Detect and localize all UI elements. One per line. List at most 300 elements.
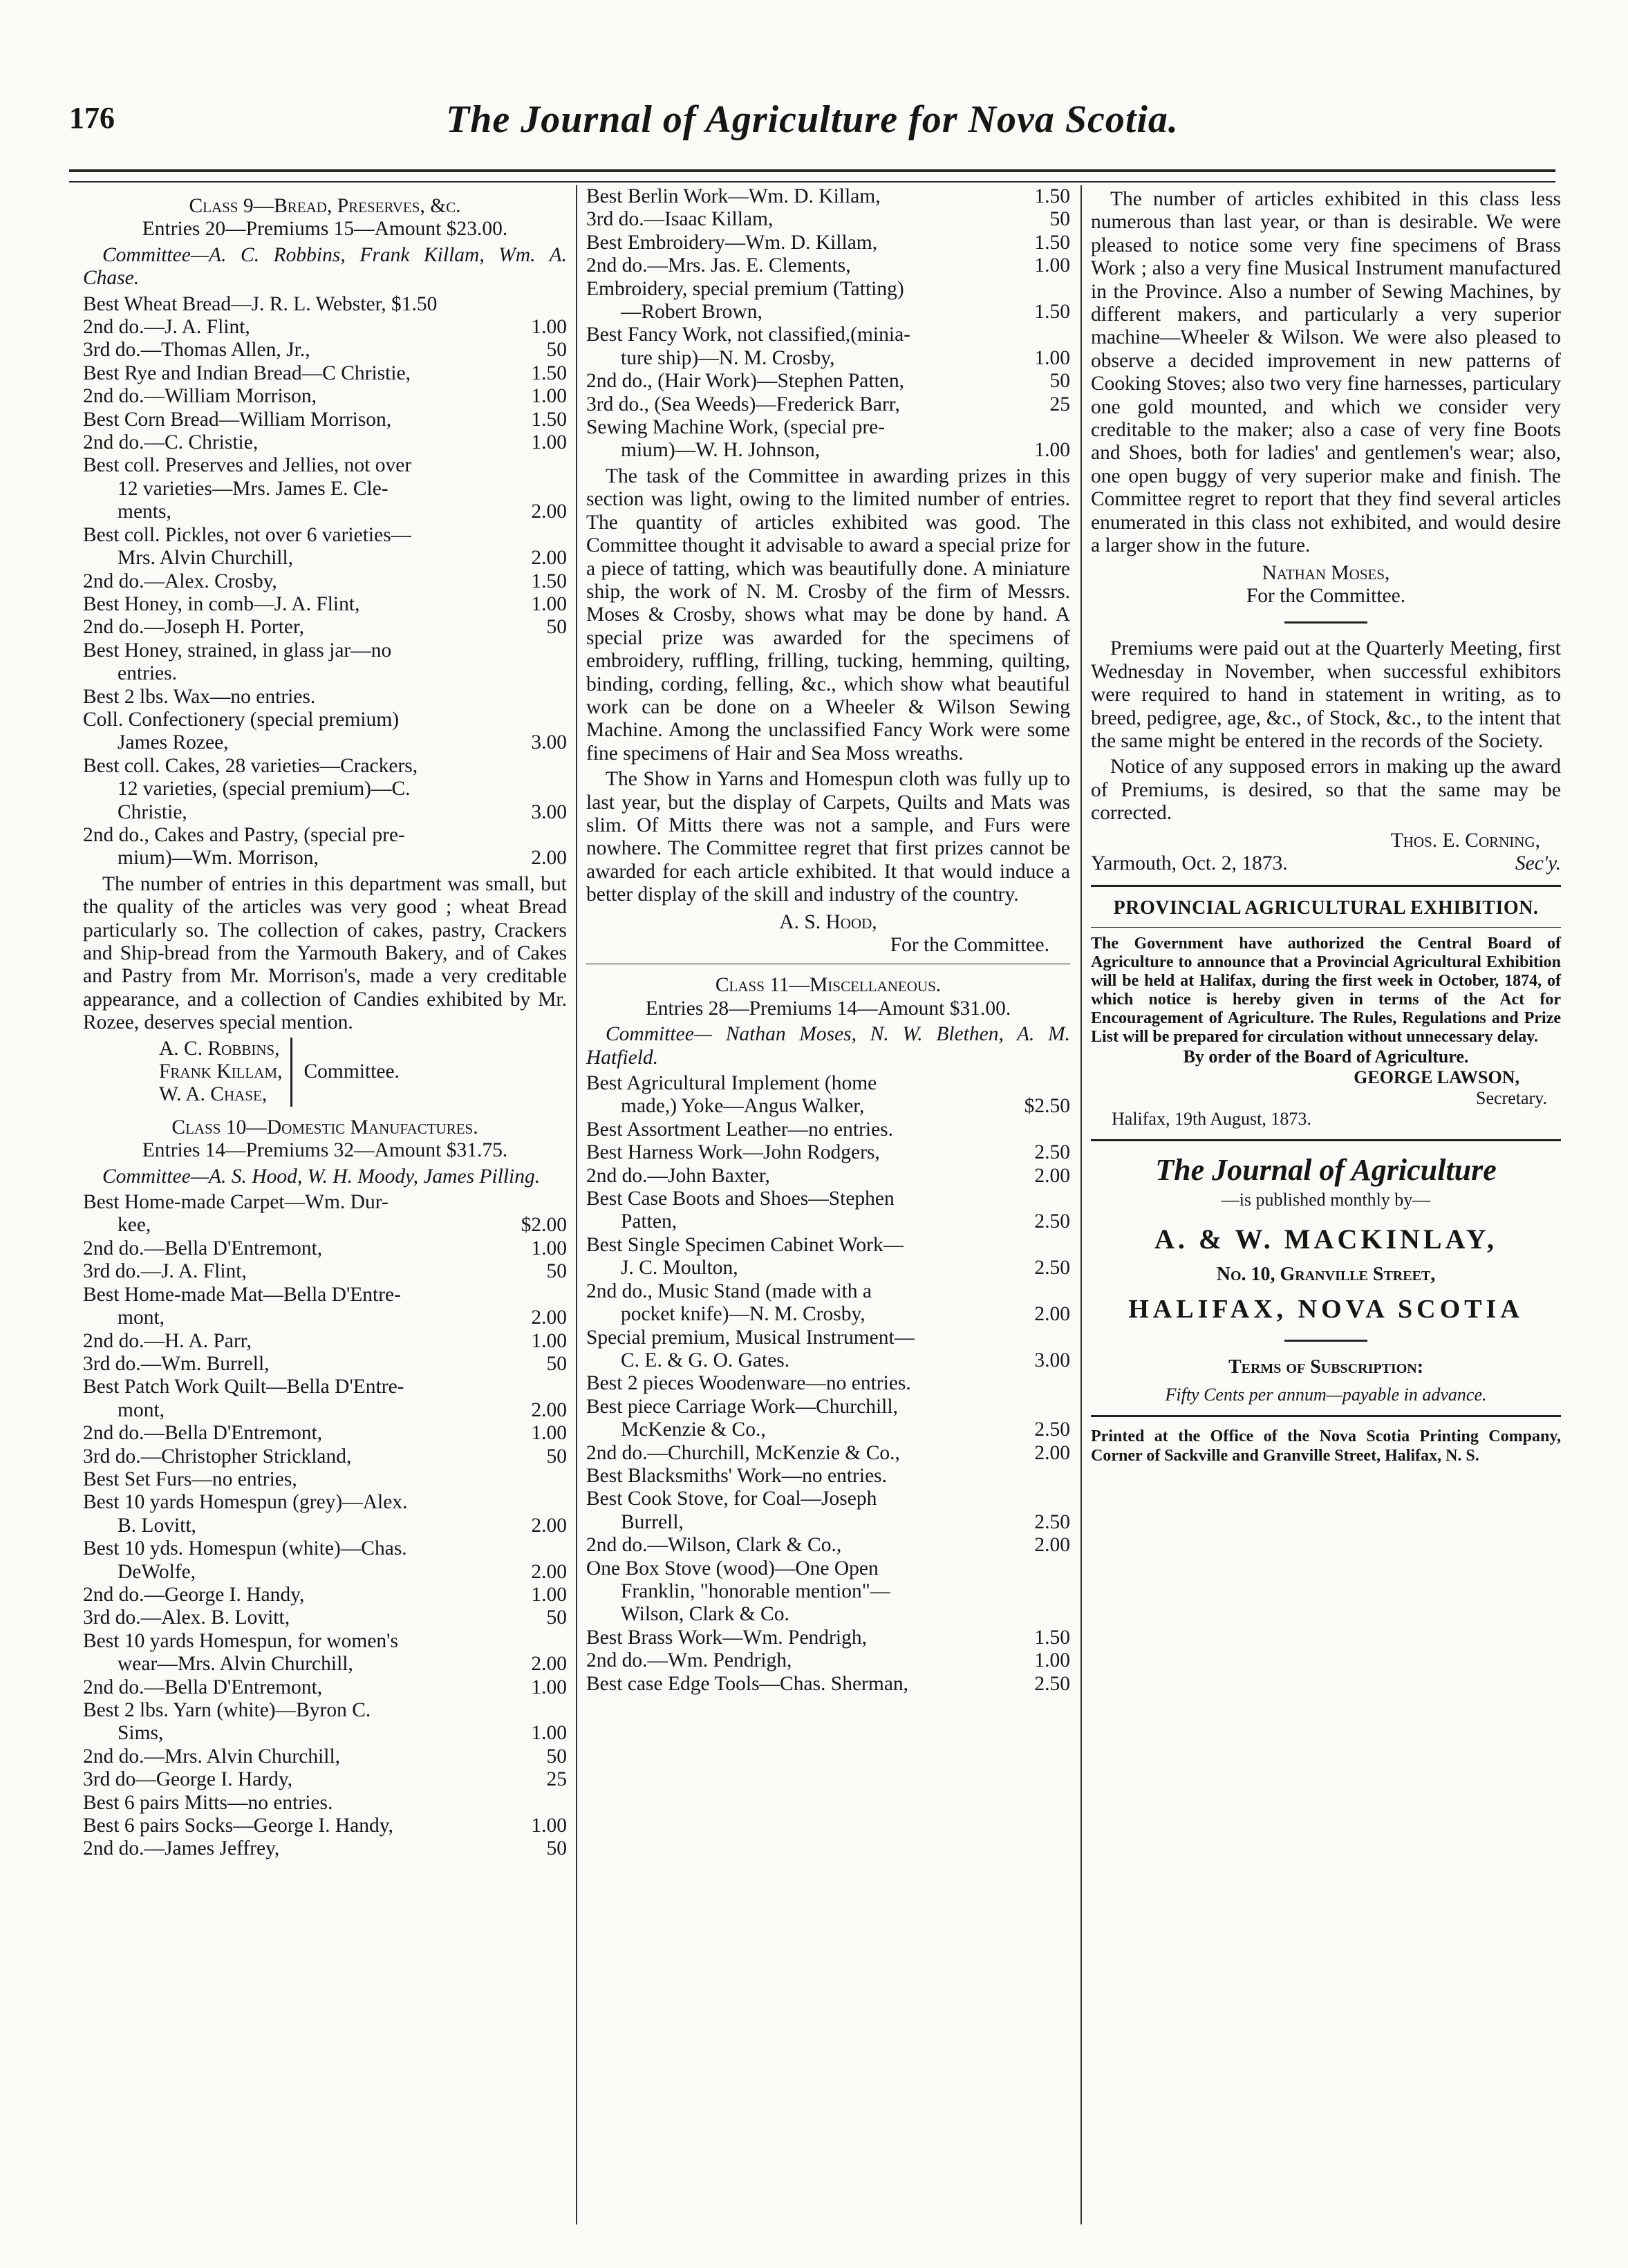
prize-text: Best 10 yds. Homespun (white)—Chas. <box>83 1537 407 1560</box>
class11-heading: Class 11—Miscellaneous. <box>715 974 942 997</box>
exhibition-order: By order of the Board of Agriculture. <box>1183 1046 1469 1067</box>
prize-text: 2nd do.—Mrs. Alvin Churchill, <box>83 1745 341 1768</box>
prize-amount: 2.00 <box>531 1560 567 1583</box>
prize-line <box>586 1534 1070 1557</box>
prize-line <box>586 439 1070 462</box>
prize-amount <box>560 1537 567 1560</box>
prize-text: 2nd do.—Joseph H. Porter, <box>83 616 305 639</box>
prize-line <box>83 293 567 316</box>
prize-amount: 2.00 <box>531 1306 567 1329</box>
prize-text: Burrell, <box>621 1510 684 1533</box>
prize-line <box>586 1210 1070 1233</box>
prize-amount <box>560 1191 567 1214</box>
prize-amount: 1.50 <box>531 408 567 431</box>
class9-committee: Committee—A. C. Robbins, Frank Killam, Wm. A. Chase. <box>83 243 567 290</box>
prize-line <box>586 1511 1070 1534</box>
prize-amount: 50 <box>546 616 567 639</box>
prize-text: 2nd do.—William Morrison, <box>83 385 317 408</box>
prize-amount <box>1063 416 1070 439</box>
prize-amount <box>560 778 567 800</box>
prize-line <box>83 1537 567 1560</box>
exhibition-signer-title: Secretary. <box>1476 1087 1547 1108</box>
prize-text: pocket knife)—N. M. Crosby, <box>621 1303 866 1326</box>
prize-text: Best Honey, strained, in glass jar—no <box>83 639 392 662</box>
class11-committee: Committee— Nathan Moses, N. W. Blethen, A. M. Hatfield. <box>586 1023 1070 1069</box>
prize-text: 2nd do.—H. A. Parr, <box>83 1329 252 1352</box>
signer-name: Frank Killam, <box>159 1060 283 1083</box>
prize-line <box>83 454 567 477</box>
prize-line <box>83 1353 567 1376</box>
prize-amount <box>1063 1280 1070 1303</box>
premiums-notice: Premiums were paid out at the Quarterly Meeting, first Wednesday in November, when successful exhibitors were required to hand in statement in writing, as to breed, pedigree, age, &c., of Stock, &c., to the intent that the same might be entered in the records of the Society. <box>1091 637 1561 752</box>
prize-line <box>586 370 1070 393</box>
class9-signature <box>159 1038 567 1107</box>
prize-amount: 1.50 <box>1034 301 1070 324</box>
prize-line <box>83 1676 567 1699</box>
prize-text: Best 2 lbs. Yarn (white)—Byron C. <box>83 1699 371 1721</box>
prize-amount: 1.00 <box>531 1329 567 1352</box>
prize-text: 2nd do.—Churchill, McKenzie & Co., <box>586 1441 900 1464</box>
prize-amount: 2.00 <box>1034 1534 1070 1557</box>
prize-text: 2nd do.—James Jeffrey, <box>83 1837 280 1860</box>
prize-text: Patten, <box>621 1210 677 1233</box>
terms-text: Fifty Cents per annum—payable in advance. <box>1165 1384 1487 1405</box>
prize-line <box>83 409 567 431</box>
prize-line <box>586 1095 1070 1118</box>
masthead: The Journal of Agriculture <box>1155 1152 1497 1187</box>
prize-line <box>83 1561 567 1584</box>
prize-amount: 2.00 <box>1034 1164 1070 1187</box>
prize-text: Best Cook Stove, for Coal—Joseph <box>586 1488 877 1510</box>
prize-line <box>83 1330 567 1353</box>
prize-line <box>83 500 567 523</box>
prize-amount: 2.00 <box>531 547 567 570</box>
prize-line <box>83 778 567 800</box>
prize-amount: 3.00 <box>531 731 567 754</box>
prize-amount <box>560 1491 567 1514</box>
prize-text: —Robert Brown, <box>621 301 762 324</box>
prize-amount: 50 <box>546 1606 567 1629</box>
prize-text: 2nd do.—Alex. Crosby, <box>83 570 277 592</box>
class10-entries: Entries 14—Premiums 32—Amount $31.75. <box>142 1139 508 1162</box>
secretary-title: Sec'y. <box>1515 852 1561 874</box>
prize-text: Best coll. Pickles, not over 6 varieties— <box>83 523 412 546</box>
prize-text: wear—Mrs. Alvin Churchill, <box>118 1653 353 1676</box>
prize-text: 2nd do.—Bella D'Entremont, <box>83 1237 323 1259</box>
prize-line <box>83 1606 567 1629</box>
prize-line <box>586 1649 1070 1672</box>
prize-text: 12 varieties—Mrs. James E. Cle- <box>118 477 389 500</box>
prize-amount <box>560 1792 567 1815</box>
prize-text: Best 6 pairs Socks—George I. Handy, <box>83 1815 393 1837</box>
prize-line <box>586 1257 1070 1280</box>
prize-text: Best Rye and Indian Bread—C Christie, <box>83 362 411 384</box>
prize-text: 3rd do.—Alex. B. Lovitt, <box>83 1606 290 1629</box>
prize-line <box>586 324 1070 346</box>
prize-amount: 1.00 <box>531 1676 567 1698</box>
prize-amount <box>1063 1557 1070 1580</box>
prize-amount <box>560 478 567 500</box>
publisher-name: A. & W. MACKINLAY, <box>1154 1223 1497 1255</box>
prize-text: 3rd do.—Isaac Killam, <box>586 208 774 231</box>
prize-line <box>83 1584 567 1606</box>
class11-report: The number of articles exhibited in this class less numerous than last year, or than is desirable. We were pleased to notice some very fine specimens of Brass Work ; also a very fine Musical Instrument manufactured in the Province. Also a number of Sewing Machines, by different makers, and particularly a very superior machine—Wheeler & Wilson. We were also pleased to observe a decided improvement in new patterns of Cooking Stoves; also two very fine harnesses, particulary one gold mounted, and which we consider very creditable to the maker; also a case of very fine Boots and Shoes, both for ladies' and gentlemen's wear; also, one open buggy of very superior make and finish. The Committee regret to report that they find several articles enumerated in this class not exhibited, and would desire a larger show in the future. <box>1091 188 1561 557</box>
prize-text: B. Lovitt, <box>118 1514 196 1537</box>
prize-text: Best Wheat Bread—J. R. L. Webster, $1.50 <box>83 292 438 315</box>
prize-amount <box>560 1284 567 1306</box>
prize-amount: 1.50 <box>531 362 567 384</box>
section-rule <box>1091 927 1561 928</box>
prize-text: kee, <box>118 1214 151 1237</box>
prize-text: 2nd do.—Bella D'Entremont, <box>83 1676 323 1698</box>
class10-committee: Committee—A. S. Hood, W. H. Moody, James Pilling. <box>102 1165 541 1188</box>
secretary-place-date: Yarmouth, Oct. 2, 1873. <box>1091 852 1288 874</box>
prize-text: 2nd do.—J. A. Flint, <box>83 316 250 339</box>
prize-line <box>83 847 567 870</box>
prize-line <box>83 316 567 339</box>
exhibition-date: Halifax, 19th August, 1873. <box>1112 1108 1311 1129</box>
prize-text: Best Harness Work—John Rodgers, <box>586 1141 880 1164</box>
prize-line <box>83 1792 567 1815</box>
prize-line <box>586 1327 1070 1349</box>
prize-line <box>83 1468 567 1491</box>
prize-line <box>586 1488 1070 1510</box>
prize-line <box>586 1141 1070 1164</box>
prize-text: 3rd do.—Christopher Strickland, <box>83 1445 352 1468</box>
prize-amount: 1.00 <box>531 1583 567 1606</box>
prize-line <box>586 1118 1070 1141</box>
prize-amount: 1.00 <box>531 1237 567 1259</box>
class11-prize-list <box>586 1072 1070 1696</box>
prize-line <box>586 1673 1070 1696</box>
prize-amount: 1.00 <box>1034 254 1070 277</box>
prize-amount <box>1063 1327 1070 1349</box>
prize-line <box>586 208 1070 231</box>
prize-amount: 3.00 <box>531 800 567 823</box>
prize-amount: 2.00 <box>531 1653 567 1676</box>
prize-amount: 2.00 <box>531 847 567 870</box>
prize-amount <box>560 524 567 547</box>
prize-text: 2nd do.—Mrs. Jas. E. Clements, <box>586 254 851 277</box>
prize-amount: 50 <box>546 339 567 362</box>
prize-line <box>83 1306 567 1329</box>
prize-line <box>83 1260 567 1283</box>
prize-amount: 50 <box>1049 208 1070 231</box>
prize-line <box>586 1349 1070 1372</box>
exhibition-signer: GEORGE LAWSON, <box>1354 1067 1519 1087</box>
short-rule <box>1284 1340 1367 1342</box>
prize-text: 2nd do.—Wilson, Clark & Co., <box>586 1534 842 1557</box>
prize-text: Best coll. Preserves and Jellies, not over <box>83 454 412 477</box>
signer-name: A. C. Robbins, <box>159 1037 280 1060</box>
prize-amount: 2.00 <box>1034 1303 1070 1326</box>
prize-amount: 50 <box>546 1445 567 1468</box>
prize-line <box>586 1303 1070 1326</box>
prize-text: 2nd do.—George I. Handy, <box>83 1583 305 1606</box>
prize-amount <box>560 824 567 847</box>
prize-line <box>83 755 567 778</box>
prize-text: Christie, <box>118 800 187 823</box>
prize-amount: 50 <box>1049 370 1070 393</box>
prize-line <box>83 709 567 731</box>
committee-names <box>159 1038 292 1107</box>
class10-prize-list <box>83 1191 567 1861</box>
prize-text: 2nd do., (Hair Work)—Stephen Patten, <box>586 370 904 393</box>
prize-text: mium)—Wm. Morrison, <box>118 847 319 870</box>
prize-text: Best Patch Work Quilt—Bella D'Entre- <box>83 1376 404 1398</box>
prize-amount: 2.50 <box>1034 1210 1070 1233</box>
prize-amount: 1.00 <box>531 592 567 615</box>
homespun-report: The Show in Yarns and Homespun cloth was fully up to last year, but the display of Carpets, Quilts and Mats was slim. Of Mitts there was not a sample, and Furs were nowhere. The Committee regret that first prizes cannot be awarded for each article exhibited. It that would induce a better display of the skill and industry of the country. <box>586 768 1070 906</box>
prize-amount <box>1063 1188 1070 1210</box>
prize-amount <box>560 1630 567 1653</box>
prize-amount <box>560 1376 567 1398</box>
column-divider <box>1080 185 1082 2224</box>
prize-text: 2nd do., Music Stand (made with a <box>586 1280 872 1302</box>
prize-text: J. C. Moulton, <box>621 1257 738 1280</box>
prize-text: Mrs. Alvin Churchill, <box>118 547 294 570</box>
prize-line <box>83 1699 567 1722</box>
prize-amount: 2.00 <box>531 500 567 523</box>
prize-amount <box>560 709 567 731</box>
prize-amount: 1.00 <box>531 431 567 454</box>
signer-role: For the Committee. <box>890 934 1049 956</box>
prize-amount: 1.50 <box>531 570 567 592</box>
prize-amount <box>1063 1488 1070 1510</box>
prize-text: Sims, <box>118 1722 164 1745</box>
prize-amount <box>560 454 567 477</box>
short-rule <box>1284 621 1367 624</box>
fancy-work-prize-list <box>586 185 1070 462</box>
prize-line <box>83 1745 567 1768</box>
prize-line <box>586 1627 1070 1649</box>
page-number: 176 <box>69 101 115 135</box>
prize-line <box>586 254 1070 277</box>
prize-amount: 1.00 <box>531 1422 567 1445</box>
prize-text: 3rd do., (Sea Weeds)—Frederick Barr, <box>586 393 900 415</box>
secretary-name: Thos. E. Corning, <box>1390 829 1540 852</box>
prize-text: Best Assortment Leather—no entries. <box>586 1118 894 1141</box>
prize-text: Sewing Machine Work, (special pre- <box>586 416 886 439</box>
prize-text: Best 6 pairs Mitts—no entries. <box>83 1791 333 1814</box>
journal-title: The Journal of Agriculture for Nova Scotia. <box>446 98 1179 141</box>
printer-imprint: Printed at the Office of the Nova Scotia Printing Company, Corner of Sackville and Granville Street, Halifax, N. S. <box>1091 1427 1561 1465</box>
prize-text: Embroidery, special premium (Tatting) <box>586 277 904 300</box>
secretary-signature <box>1091 830 1561 876</box>
prize-text: One Box Stove (wood)—One Open <box>586 1557 879 1580</box>
prize-amount: 1.00 <box>1034 346 1070 369</box>
prize-text: ments, <box>118 500 171 523</box>
page-header <box>69 93 1555 172</box>
prize-line <box>586 301 1070 324</box>
prize-amount: $2.50 <box>1024 1095 1070 1118</box>
prize-text: Best Case Boots and Shoes—Stephen <box>586 1188 895 1210</box>
prize-amount <box>1063 278 1070 301</box>
prize-text: Best coll. Cakes, 28 varieties—Crackers, <box>83 754 418 777</box>
prize-line <box>586 1442 1070 1465</box>
prize-line <box>83 1630 567 1653</box>
prize-text: Coll. Confectionery (special premium) <box>83 708 400 731</box>
prize-amount: 1.00 <box>1034 439 1070 462</box>
prize-text: Best Fancy Work, not classified,(minia- <box>586 324 910 346</box>
prize-amount: 1.50 <box>1034 231 1070 254</box>
prize-line <box>83 1445 567 1468</box>
class10-heading: Class 10—Domestic Manufactures. <box>171 1116 478 1138</box>
prize-amount <box>1063 1234 1070 1257</box>
prize-amount <box>560 686 567 709</box>
prize-amount: 2.50 <box>1034 1672 1070 1695</box>
prize-text: Best Single Specimen Cabinet Work— <box>586 1233 904 1256</box>
prize-text: Best Home-made Carpet—Wm. Dur- <box>83 1191 389 1214</box>
prize-text: Best Blacksmiths' Work—no entries. <box>586 1464 888 1487</box>
prize-text: Best Agricultural Implement (home <box>586 1072 877 1095</box>
column-divider <box>576 185 577 2224</box>
secretary-dateline <box>1091 852 1561 875</box>
prize-line <box>83 639 567 662</box>
column-1 <box>83 185 567 2227</box>
prize-line <box>83 524 567 547</box>
prize-text: 2nd do., Cakes and Pastry, (special pre- <box>83 823 405 846</box>
prize-text: 3rd do.—Wm. Burrell, <box>83 1352 270 1375</box>
prize-amount: 1.50 <box>1034 185 1070 207</box>
prize-amount: $2.00 <box>521 1214 567 1237</box>
prize-line <box>83 547 567 570</box>
prize-text: 2nd do.—John Baxter, <box>586 1164 770 1187</box>
prize-line <box>586 1072 1070 1095</box>
column-3 <box>1091 185 1561 2227</box>
prize-amount <box>560 1699 567 1722</box>
class10-signature <box>586 911 1070 957</box>
prize-line <box>83 1837 567 1860</box>
prize-line <box>586 278 1070 301</box>
prize-text: Best Honey, in comb—J. A. Flint, <box>83 592 360 615</box>
prize-amount <box>560 293 567 316</box>
prize-amount <box>560 755 567 778</box>
section-rule <box>1091 1139 1561 1141</box>
prize-text: mium)—W. H. Johnson, <box>621 439 821 462</box>
prize-amount: 2.50 <box>1034 1510 1070 1533</box>
prize-text: 3rd do—George I. Hardy, <box>83 1768 293 1791</box>
prize-line <box>586 1280 1070 1303</box>
prize-amount: 3.00 <box>1034 1349 1070 1371</box>
prize-amount: 50 <box>546 1352 567 1375</box>
prize-line <box>586 1396 1070 1418</box>
prize-text: McKenzie & Co., <box>621 1418 766 1441</box>
class11-entries: Entries 28—Premiums 14—Amount $31.00. <box>645 997 1011 1020</box>
prize-text: James Rozee, <box>118 731 229 754</box>
prize-amount: 50 <box>546 1260 567 1283</box>
prize-amount <box>560 1468 567 1491</box>
prize-line <box>586 1234 1070 1257</box>
prize-line <box>83 824 567 847</box>
prize-text: Best 2 lbs. Wax—no entries. <box>83 685 316 708</box>
prize-amount: 2.50 <box>1034 1418 1070 1441</box>
section-rule <box>1091 885 1561 887</box>
publisher-city: HALIFAX, NOVA SCOTIA <box>1128 1295 1524 1324</box>
prize-amount <box>1063 1396 1070 1418</box>
prize-amount <box>1063 1118 1070 1141</box>
prize-text: Franklin, "honorable mention"— <box>621 1580 891 1602</box>
header-rule <box>69 181 1555 182</box>
prize-text: mont, <box>118 1306 165 1329</box>
prize-line <box>586 1557 1070 1580</box>
prize-amount: 2.00 <box>1034 1441 1070 1464</box>
prize-line <box>83 1422 567 1445</box>
prize-line <box>83 478 567 500</box>
prize-line <box>586 185 1070 208</box>
prize-amount: 50 <box>546 1745 567 1768</box>
prize-line <box>586 1465 1070 1488</box>
prize-line <box>586 416 1070 439</box>
prize-amount <box>1063 1372 1070 1395</box>
prize-line <box>586 347 1070 370</box>
prize-amount <box>1063 1603 1070 1626</box>
prize-line <box>83 1191 567 1214</box>
prize-line <box>83 1237 567 1260</box>
prize-amount: 1.00 <box>531 316 567 339</box>
prize-line <box>83 1815 567 1837</box>
prize-text: 3rd do.—Thomas Allen, Jr., <box>83 339 310 362</box>
prize-line <box>83 662 567 685</box>
prize-amount <box>560 662 567 685</box>
prize-text: entries. <box>118 662 178 685</box>
prize-line <box>83 616 567 639</box>
signer-name: Nathan Moses, <box>1262 561 1390 584</box>
class9-report: The number of entries in this department was small, but the quality of the articles was very good ; wheat Bread particularly so. The collection of cakes, pastry, Crackers and Ship-bread from the Yarmouth Bakery, and of Cakes and Pastry from Mr. Morrison's, made a very creditable appearance, and a collection of Candies exhibited by Mr. Rozee, deserves special mention. <box>83 872 567 1034</box>
prize-line <box>586 232 1070 254</box>
class9-heading: Class 9—Bread, Preserves, &c. <box>189 195 461 217</box>
prize-amount <box>1063 1465 1070 1488</box>
signer-role: For the Committee. <box>1246 584 1406 607</box>
prize-text: ture ship)—N. M. Crosby, <box>621 346 835 369</box>
prize-amount: 50 <box>546 1837 567 1860</box>
prize-line <box>586 1580 1070 1603</box>
prize-line <box>586 1188 1070 1210</box>
exhibition-heading: PROVINCIAL AGRICULTURAL EXHIBITION. <box>1113 897 1539 919</box>
prize-text: DeWolfe, <box>118 1560 196 1583</box>
signer-name: A. S. Hood, <box>779 910 877 933</box>
prize-amount: 1.00 <box>531 385 567 408</box>
prize-text: made,) Yoke—Angus Walker, <box>621 1095 865 1118</box>
prize-amount <box>1063 1580 1070 1603</box>
prize-text: Best case Edge Tools—Chas. Sherman, <box>586 1672 909 1695</box>
prize-line <box>586 1418 1070 1441</box>
prize-text: Best Berlin Work—Wm. D. Killam, <box>586 185 881 207</box>
column-2 <box>586 185 1070 2227</box>
prize-text: Best Set Furs—no entries, <box>83 1468 297 1490</box>
prize-line <box>586 393 1070 416</box>
prize-line <box>83 1491 567 1514</box>
prize-amount: 2.00 <box>531 1398 567 1421</box>
prize-line <box>83 1376 567 1398</box>
prize-line <box>83 731 567 754</box>
committee-label: Committee. <box>303 1060 400 1083</box>
prize-amount: 2.50 <box>1034 1257 1070 1280</box>
prize-line <box>83 570 567 593</box>
fancy-work-report: The task of the Committee in awarding prizes in this section was light, owing to the limited number of entries. The quantity of articles exhibited was good. The Committee thought it advisable to award a special prize for a piece of tatting, which was beautifully done. A miniature ship, the work of N. M. Crosby of the firm of Messrs. Moses & Crosby, shows what may be done by hand. A special prize was awarded for the specimens of embroidery, ruffling, frilling, tucking, hemming, quilting, binding, cording, felling, &c., which show what beautiful work can be done on a Wheeler & Wilson Sewing Machine. Among the unclassified Fancy Work were some fine specimens of Hair and Sea Moss wreaths. <box>586 465 1070 765</box>
section-rule <box>1091 1415 1561 1417</box>
terms-heading: Terms of Subscription: <box>1228 1356 1424 1378</box>
prize-text: Wilson, Clark & Co. <box>621 1603 789 1626</box>
prize-line <box>586 1372 1070 1395</box>
prize-line <box>83 593 567 616</box>
published-line: —is published monthly by— <box>1221 1189 1431 1210</box>
class9-entries: Entries 20—Premiums 15—Amount $23.00. <box>142 218 508 241</box>
prize-line <box>83 431 567 454</box>
prize-line <box>83 1768 567 1791</box>
prize-amount: 1.00 <box>1034 1649 1070 1672</box>
prize-text: 3rd do.—J. A. Flint, <box>83 1260 247 1283</box>
